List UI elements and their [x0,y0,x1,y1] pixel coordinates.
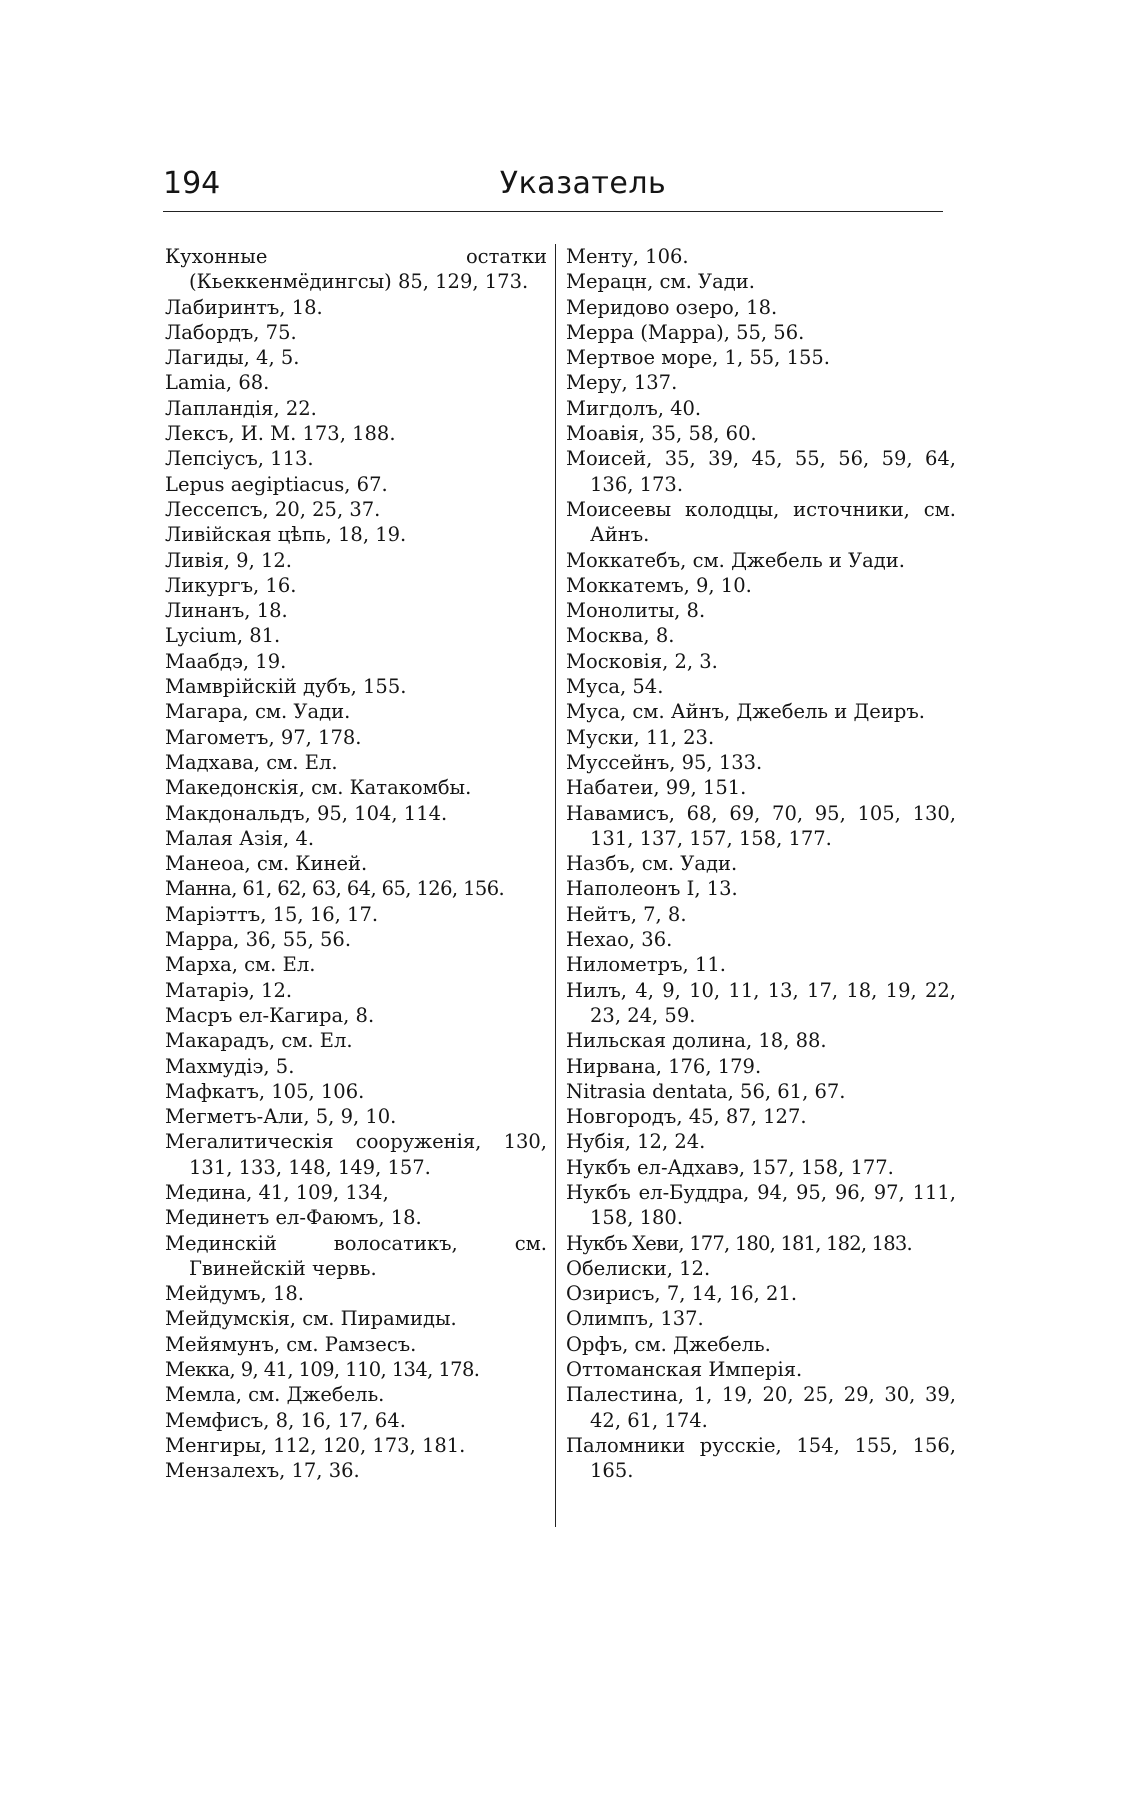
index-entry: Мегалитическія сооруженія, 130, 131, 133, 148, 149, 157. [165,1130,547,1179]
index-entry: Муса, см. Айнъ, Джебель и Деиръ. [566,700,925,724]
index-entry: Малая Азія, 4. [165,826,315,850]
index-entry: Макарадъ, см. Ел. [165,1029,353,1053]
index-entry: Мертвое море, 1, 55, 155. [566,346,830,370]
index-entry: Мемфисъ, 8, 16, 17, 64. [165,1408,406,1432]
index-entry: Менгиры, 112, 120, 173, 181. [165,1433,466,1457]
index-entry: Муса, 54. [566,675,664,699]
index-entry: Nitrasia dentata, 56, 61, 67. [566,1079,846,1103]
index-entry: Нилъ, 4, 9, 10, 11, 13, 17, 18, 19, 22, 23, 24, 59. [566,978,956,1027]
index-entry: Меру, 137. [566,371,678,395]
page-header [163,160,943,210]
index-entry: Мензалехъ, 17, 36. [165,1459,360,1483]
index-entry: Мерра (Марра), 55, 56. [566,320,805,344]
header-rule [163,211,943,212]
index-entry: Медина, 41, 109, 134, [165,1180,389,1204]
index-entry: Лепсіусъ, 113. [165,447,314,471]
index-entry: Нейтъ, 7, 8. [566,902,687,926]
index-entry: Нильская долина, 18, 88. [566,1029,827,1053]
index-entry: Манна, 61, 62, 63, 64, 65, 126, 156. [165,877,505,901]
index-entry: Моккатемъ, 9, 10. [566,573,752,597]
index-entry: Лексъ, И. М. 173, 188. [165,422,396,446]
index-entry: Олимпъ, 137. [566,1307,704,1331]
index-entry: Лессепсъ, 20, 25, 37. [165,497,381,521]
index-entry: Мемла, см. Джебель. [165,1383,385,1407]
index-entry: Назбъ, см. Уади. [566,852,738,876]
index-entry: Новгородъ, 45, 87, 127. [566,1105,807,1129]
column-divider [555,244,556,1527]
index-entry: Махмудіэ, 5. [165,1054,295,1078]
index-entry: Лабиринтъ, 18. [165,295,323,319]
index-entry: Мегметъ-Али, 5, 9, 10. [165,1105,397,1129]
index-entry: Орфъ, см. Джебель. [566,1332,771,1356]
index-entry: Нукбъ Хеви, 177, 180, 181, 182, 183. [566,1231,912,1255]
index-entry: Мединскій волосатикъ, см. Гвинейскій червь. [165,1231,547,1280]
index-entry: Нукбъ ел-Буддра, 94, 95, 96, 97, 111, 158, 180. [566,1180,956,1230]
index-entry: Нукбъ ел-Адхавэ, 157, 158, 177. [566,1155,894,1179]
index-entry: Ливійская цѣпь, 18, 19. [165,523,407,547]
index-column-right [566,244,956,1484]
index-entry: Палестина, 1, 19, 20, 25, 29, 30, 39, 42, 61, 174. [566,1383,956,1432]
index-entry: Паломники русскіе, 154, 155, 156, 165. [566,1433,956,1483]
index-entry: Масръ ел-Кагира, 8. [165,1003,375,1027]
index-entry: Нирвана, 176, 179. [566,1054,762,1078]
running-title: Указатель [499,166,667,201]
index-entry: Кухонные остатки (Кьеккенмёдингсы) 85, 129, 173. [165,245,547,294]
index-entry: Марра, 36, 55, 56. [165,928,352,952]
index-entry: Набатеи, 99, 151. [566,776,747,800]
index-entry: Моисей, 35, 39, 45, 55, 56, 59, 64, 136, 173. [566,447,956,496]
index-entry: Мафкатъ, 105, 106. [165,1079,365,1103]
index-entry: Меридово озеро, 18. [566,295,778,319]
index-entry: Моавія, 35, 58, 60. [566,422,757,446]
index-entry: Lycium, 81. [165,624,281,648]
index-entry: Lepus aegiptiacus, 67. [165,472,388,496]
index-entry: Магара, см. Уади. [165,700,351,724]
index-entry: Моисеевы колодцы, источники, см. Айнъ. [566,497,956,547]
index-entry: Навамисъ, 68, 69, 70, 95, 105, 130, 131, 137, 157, 158, 177. [566,801,956,850]
index-entry: Муссейнъ, 95, 133. [566,750,763,774]
index-entry: Линанъ, 18. [165,599,288,623]
index-entry: Мединетъ ел-Фаюмъ, 18. [165,1206,422,1230]
index-entry: Московія, 2, 3. [566,649,718,673]
index-entry: Мейямунъ, см. Рамзесъ. [165,1332,417,1356]
index-entry: Ликургъ, 16. [165,573,297,597]
index-entry: Лагиды, 4, 5. [165,346,300,370]
index-entry: Мерацн, см. Уади. [566,270,755,294]
index-entry: Нубія, 12, 24. [566,1130,706,1154]
index-entry: Мадхава, см. Ел. [165,750,338,774]
index-entry: Lamia, 68. [165,371,270,395]
page-number: 194 [163,166,221,201]
index-entry: Македонскія, см. Катакомбы. [165,776,472,800]
index-entry: Мекка, 9, 41, 109, 110, 134, 178. [165,1358,480,1382]
index-entry: Магометъ, 97, 178. [165,725,362,749]
index-entry: Менту, 106. [566,245,689,268]
index-entry: Наполеонъ I, 13. [566,877,738,901]
index-entry: Озирисъ, 7, 14, 16, 21. [566,1282,798,1306]
index-entry: Нехао, 36. [566,928,673,952]
index-entry: Матаріэ, 12. [165,978,293,1002]
index-entry: Мейдумскія, см. Пирамиды. [165,1307,457,1331]
index-entry: Маабдэ, 19. [165,649,287,673]
index-entry: Моккатебъ, см. Джебель и Уади. [566,548,905,572]
index-entry: Мамврійскій дубъ, 155. [165,675,407,699]
index-entry: Монолиты, 8. [566,599,706,623]
index-entry: Москва, 8. [566,624,675,648]
index-entry: Марха, см. Ел. [165,953,316,977]
index-entry: Муски, 11, 23. [566,725,715,749]
index-entry: Манеоа, см. Киней. [165,852,368,876]
index-entry: Маріэттъ, 15, 16, 17. [165,902,379,926]
index-entry: Лабордъ, 75. [165,320,297,344]
index-entry: Лапландія, 22. [165,396,317,420]
index-entry: Макдональдъ, 95, 104, 114. [165,801,448,825]
index-entry: Мигдолъ, 40. [566,396,702,420]
index-entry: Обелиски, 12. [566,1256,711,1280]
index-entry: Оттоманская Имперія. [566,1358,803,1382]
index-entry: Нилометръ, 11. [566,953,726,977]
index-entry: Ливія, 9, 12. [165,548,292,572]
index-column-left [165,244,547,1484]
index-entry: Мейдумъ, 18. [165,1282,304,1306]
